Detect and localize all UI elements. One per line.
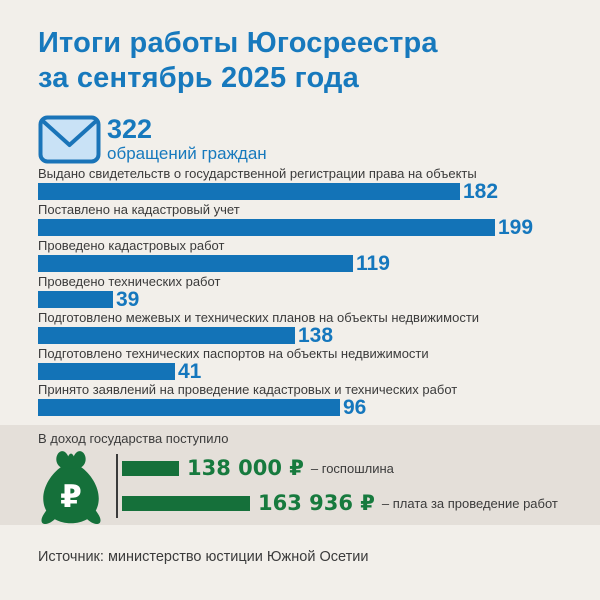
- income-amount: 163 936 ₽: [258, 491, 375, 515]
- bar-value: 96: [343, 396, 367, 419]
- bar-row: [38, 166, 578, 203]
- state-income-band: [0, 425, 600, 525]
- envelope-icon: [38, 115, 101, 169]
- income-bar: [122, 496, 250, 511]
- bar-value: 119: [356, 252, 390, 275]
- bar-value: 39: [116, 288, 140, 311]
- bar-value: 182: [463, 180, 499, 203]
- bar-row-label: Выдано свидетельств о государственной регистрации права на объекты: [38, 166, 477, 181]
- bar: [38, 363, 175, 380]
- income-suffix-label: – госпошлина: [310, 460, 394, 476]
- bar-row: [38, 274, 578, 311]
- bar-row: [38, 346, 578, 383]
- citizens-text: [107, 115, 267, 164]
- income-heading: В доход государства поступило: [38, 431, 229, 446]
- bar-row-label: Поставлено на кадастровый учет: [38, 202, 240, 217]
- bar: [38, 255, 353, 272]
- bar-row: [38, 202, 578, 239]
- results-bar-chart: [38, 166, 578, 418]
- income-amount: 138 000 ₽: [187, 456, 304, 480]
- income-bar: [122, 461, 179, 476]
- citizens-label: обращений граждан: [107, 144, 267, 163]
- bar: [38, 219, 495, 236]
- bar-row: [38, 310, 578, 347]
- bar-value: 199: [498, 216, 534, 239]
- citizens-appeals-block: [38, 115, 267, 169]
- bar-row-label: Принято заявлений на проведение кадастровых и технических работ: [38, 382, 458, 397]
- title-line-1: Итоги работы Югосреестра: [38, 27, 438, 59]
- income-bars: [122, 449, 558, 530]
- page-title: [38, 26, 578, 96]
- bar-row-label: Проведено технических работ: [38, 274, 221, 289]
- bar: [38, 327, 295, 344]
- vertical-divider: [116, 454, 118, 518]
- title-line-2: за сентябрь 2025 года: [38, 62, 359, 94]
- bar-value: 138: [298, 324, 334, 347]
- bar-row: [38, 382, 578, 419]
- bar-row-label: Подготовлено межевых и технических планов на объекты недвижимости: [38, 310, 480, 325]
- bar-value: 41: [178, 360, 202, 383]
- income-row: [122, 456, 558, 480]
- money-bag-icon: [38, 449, 104, 531]
- bar: [38, 183, 460, 200]
- bar: [38, 291, 113, 308]
- source-note: Источник: министерство юстиции Южной Осетии: [38, 549, 369, 565]
- bar-row: [38, 238, 578, 275]
- bar-row-label: Проведено кадастровых работ: [38, 238, 225, 253]
- citizens-count: 322: [107, 114, 153, 144]
- bar: [38, 399, 340, 416]
- income-row: [122, 491, 558, 515]
- income-suffix-label: – плата за проведение работ: [381, 495, 558, 511]
- svg-text:₽: ₽: [60, 478, 82, 515]
- bar-row-label: Подготовлено технических паспортов на объекты недвижимости: [38, 346, 429, 361]
